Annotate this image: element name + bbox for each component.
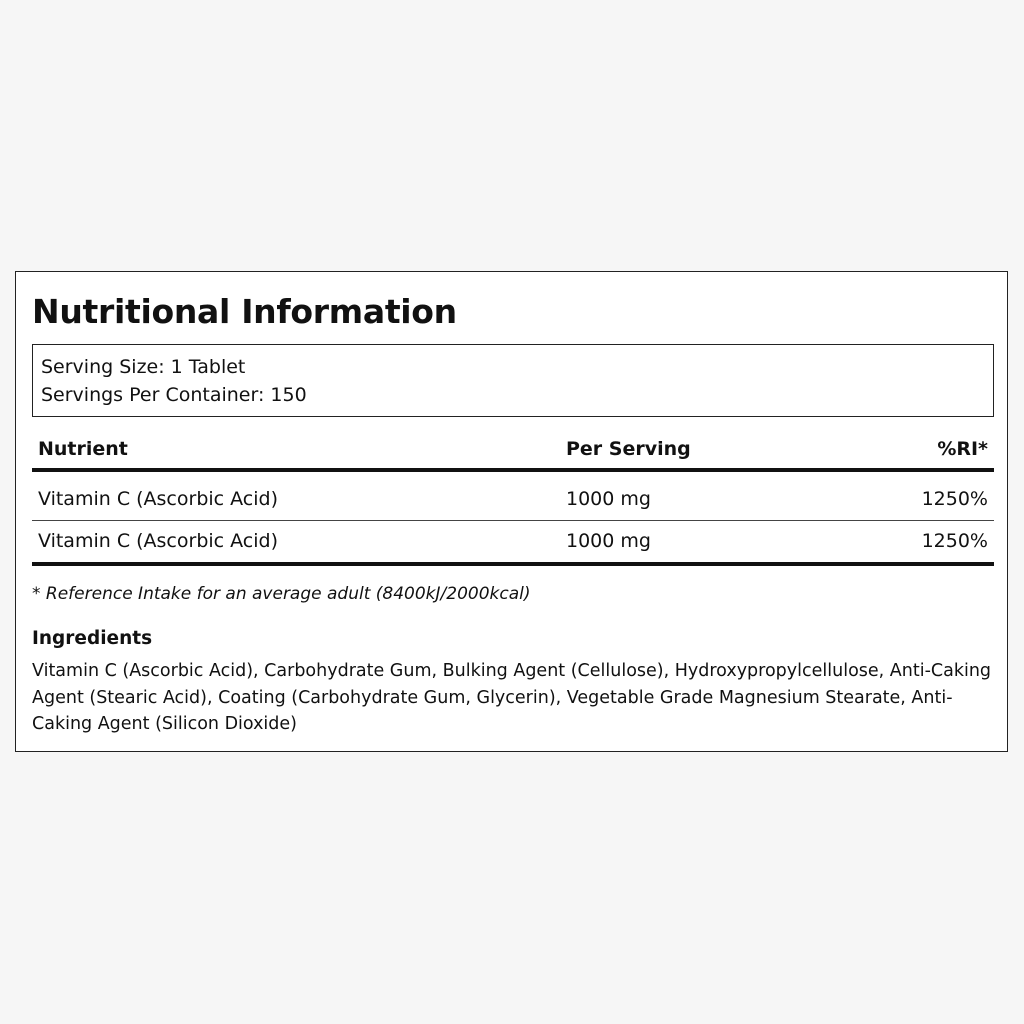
ingredients-text: Vitamin C (Ascorbic Acid), Carbohydrate Gum, Bulking Agent (Cellulose), Hydroxypropylcellulose, Anti-Caking Agent (Stearic Acid), Coating (Carbohydrate Gum, Glycerin), Vegetable Grade Magnesium Stearate, Anti-Caking Agent (Silicon Dioxide) xyxy=(32,661,992,734)
header-per-serving: Per Serving xyxy=(566,438,691,460)
header-nutrient: Nutrient xyxy=(38,438,128,460)
nutrient-ri: 1250% xyxy=(921,530,988,552)
ingredients-heading: Ingredients xyxy=(32,628,153,649)
table-row xyxy=(32,521,994,566)
nutrient-name: Vitamin C (Ascorbic Acid) xyxy=(38,530,279,552)
nutrient-amount: 1000 mg xyxy=(566,530,651,552)
nutrition-panel xyxy=(15,271,1008,752)
table-row xyxy=(32,472,994,521)
nutrient-amount: 1000 mg xyxy=(566,488,651,510)
table-header-row xyxy=(32,432,994,472)
nutrient-name: Vitamin C (Ascorbic Acid) xyxy=(38,488,279,510)
serving-info-box xyxy=(32,344,994,417)
nutrient-ri: 1250% xyxy=(921,488,988,510)
serving-size: Serving Size: 1 Tablet xyxy=(41,356,246,378)
servings-per-container: Servings Per Container: 150 xyxy=(41,384,307,406)
header-ri: %RI* xyxy=(937,438,988,460)
nutrient-table xyxy=(32,432,994,566)
reference-intake-footnote: * Reference Intake for an average adult (8400kJ/2000kcal) xyxy=(32,584,531,604)
panel-title: Nutritional Information xyxy=(32,292,457,331)
